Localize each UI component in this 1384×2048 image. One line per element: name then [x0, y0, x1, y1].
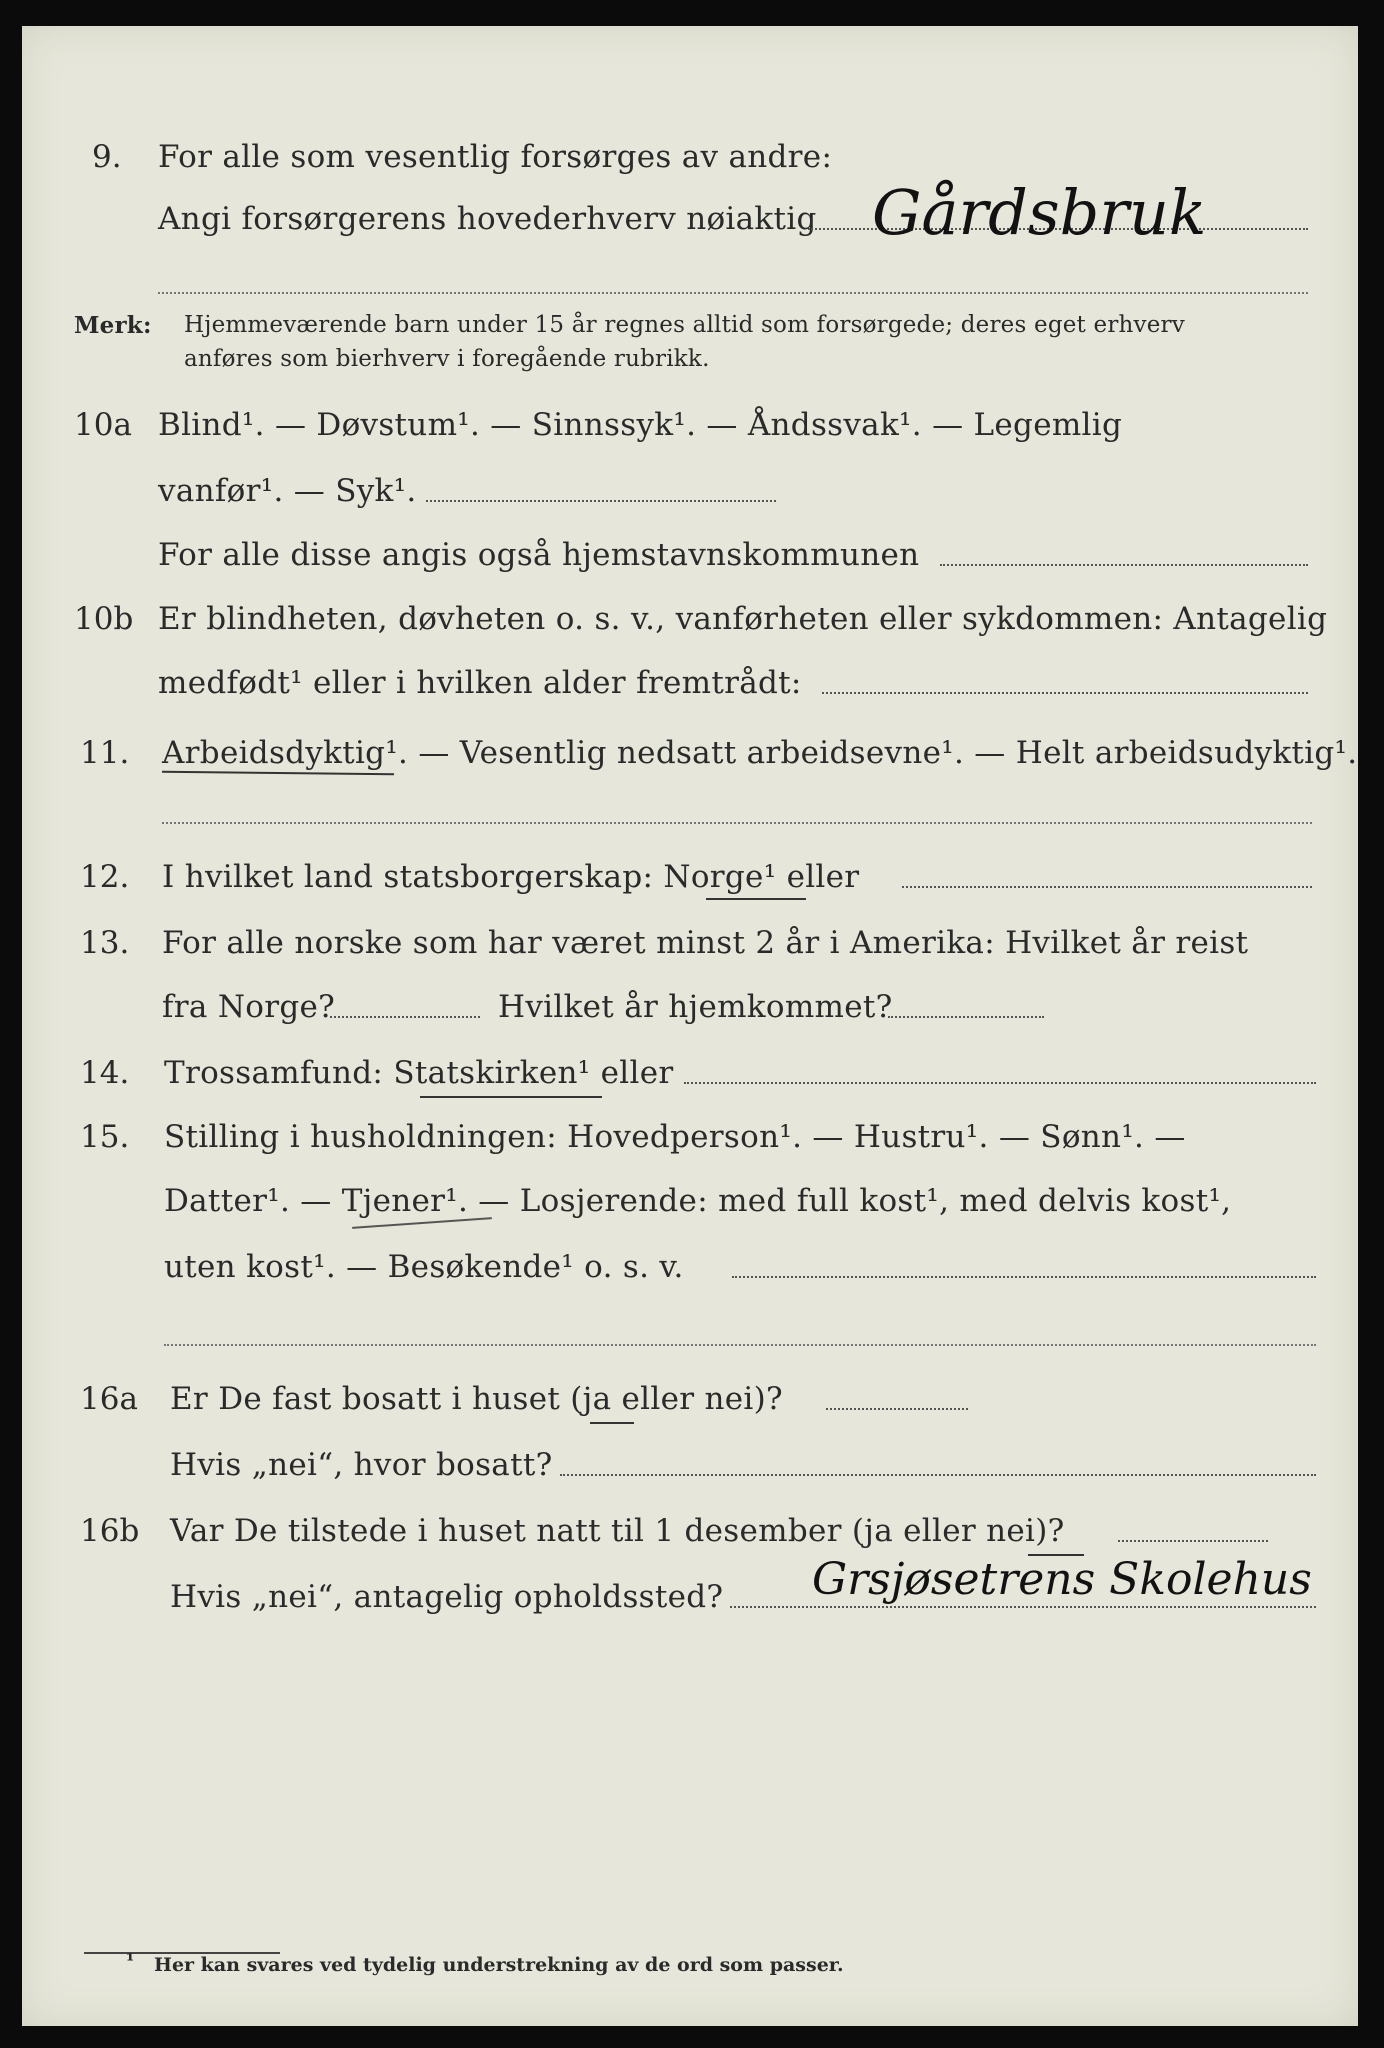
question-number-10b: 10b	[74, 601, 134, 637]
q11-other-options: — Vesentlig nedsatt arbeidsevne¹. — Helt arbeidsudyktig¹.	[408, 735, 1358, 771]
q10a-line2: vanfør¹. — Syk¹.	[158, 473, 417, 509]
q16b-line1: Var De tilstede i huset natt til 1 desember (ja eller nei)?	[170, 1513, 1065, 1549]
q16a-answer-line	[826, 1408, 968, 1410]
question-number-16b: 16b	[80, 1513, 140, 1549]
q13-line2a: fra Norge?	[162, 989, 336, 1025]
q14-prompt: Trossamfund:	[164, 1055, 394, 1091]
note-line2: anføres som bierhverv i foregående rubrikk.	[184, 346, 710, 372]
q10b-answer-line	[822, 692, 1308, 694]
q12-underline-mark	[706, 898, 806, 900]
q9-line1: For alle som vesentlig forsørges av andre:	[158, 139, 833, 175]
question-number-12: 12.	[80, 859, 130, 895]
q10a-line2-answer-line	[426, 500, 776, 502]
q12-text	[162, 859, 860, 895]
q16a-underline-ja	[590, 1422, 634, 1424]
question-number-10a: 10a	[74, 407, 132, 443]
q9-answer-handwriting: Gårdsbruk	[872, 176, 1207, 249]
q15-extra-line	[164, 1344, 1316, 1346]
q14-eller: eller	[590, 1055, 674, 1091]
q14-text	[164, 1055, 674, 1091]
q11-option-arbeidsdyktig: Arbeidsdyktig¹.	[162, 735, 409, 771]
note-line1: Hjemmeværende barn under 15 år regnes alltid som forsørgede; deres eget erhverv	[184, 312, 1185, 338]
question-number-11: 11.	[80, 735, 130, 771]
q11-extra-line	[162, 822, 1312, 824]
question-number-9: 9.	[92, 139, 122, 175]
footnote-text: Her kan svares ved tydelig understrekning av de ord som passer.	[154, 1954, 844, 1976]
q12-eller: eller	[776, 859, 860, 895]
q9-extra-line	[158, 292, 1308, 294]
q11-options	[162, 735, 1358, 771]
q13-line1: For alle norske som har været minst 2 år i Amerika: Hvilket år reist	[162, 925, 1249, 961]
q15-line3: uten kost¹. — Besøkende¹ o. s. v.	[164, 1249, 684, 1285]
q12-prompt: I hvilket land statsborgerskap:	[162, 859, 664, 895]
q15-answer-line	[732, 1276, 1316, 1278]
form-page	[22, 26, 1358, 2026]
question-number-16a: 16a	[80, 1381, 138, 1417]
q10b-line2: medfødt¹ eller i hvilken alder fremtrådt:	[158, 665, 802, 701]
q14-option-statskirken: Statskirken¹	[393, 1055, 591, 1091]
q15-line2: Datter¹. — Tjener¹. — Losjerende: med full kost¹, med delvis kost¹,	[164, 1183, 1232, 1219]
q12-option-norge: Norge¹	[663, 859, 777, 895]
q10a-line1: Blind¹. — Døvstum¹. — Sinnssyk¹. — Åndssvak¹. — Legemlig	[158, 407, 1123, 443]
q16b-place-line	[730, 1606, 1316, 1608]
q10a-line3: For alle disse angis også hjemstavnskommunen	[158, 537, 920, 573]
question-number-14: 14.	[80, 1055, 130, 1091]
q14-underline-mark	[420, 1096, 602, 1098]
q15-line1: Stilling i husholdningen: Hovedperson¹. — Hustru¹. — Sønn¹. —	[164, 1119, 1186, 1155]
q16b-answer-handwriting: Grsjøsetrens Skolehus	[812, 1554, 1312, 1605]
q16a-line1: Er De fast bosatt i huset (ja eller nei)?	[170, 1381, 783, 1417]
q13-line2b: Hvilket år hjemkommet?	[498, 989, 893, 1025]
note-label: Merk:	[74, 312, 152, 339]
q10b-line1: Er blindheten, døvheten o. s. v., vanførheten eller sykdommen: Antagelig	[158, 601, 1328, 637]
q16b-line2: Hvis „nei“, antagelig opholdssted?	[170, 1579, 724, 1615]
footnote-marker: ¹	[126, 1950, 135, 1972]
question-number-15: 15.	[80, 1119, 130, 1155]
q16b-answer-line	[1118, 1540, 1268, 1542]
question-number-13: 13.	[80, 925, 130, 961]
q13-year-left-line	[330, 1016, 480, 1018]
q11-underline-mark	[162, 771, 394, 775]
q10a-line3-answer-line	[940, 564, 1308, 566]
q9-line2: Angi forsørgerens hovederhverv nøiaktig	[158, 201, 817, 237]
q13-year-returned-line	[888, 1016, 1044, 1018]
q16a-residence-line	[560, 1474, 1316, 1476]
q12-answer-line	[902, 886, 1312, 888]
q14-answer-line	[684, 1082, 1316, 1084]
q16a-line2: Hvis „nei“, hvor bosatt?	[170, 1447, 553, 1483]
